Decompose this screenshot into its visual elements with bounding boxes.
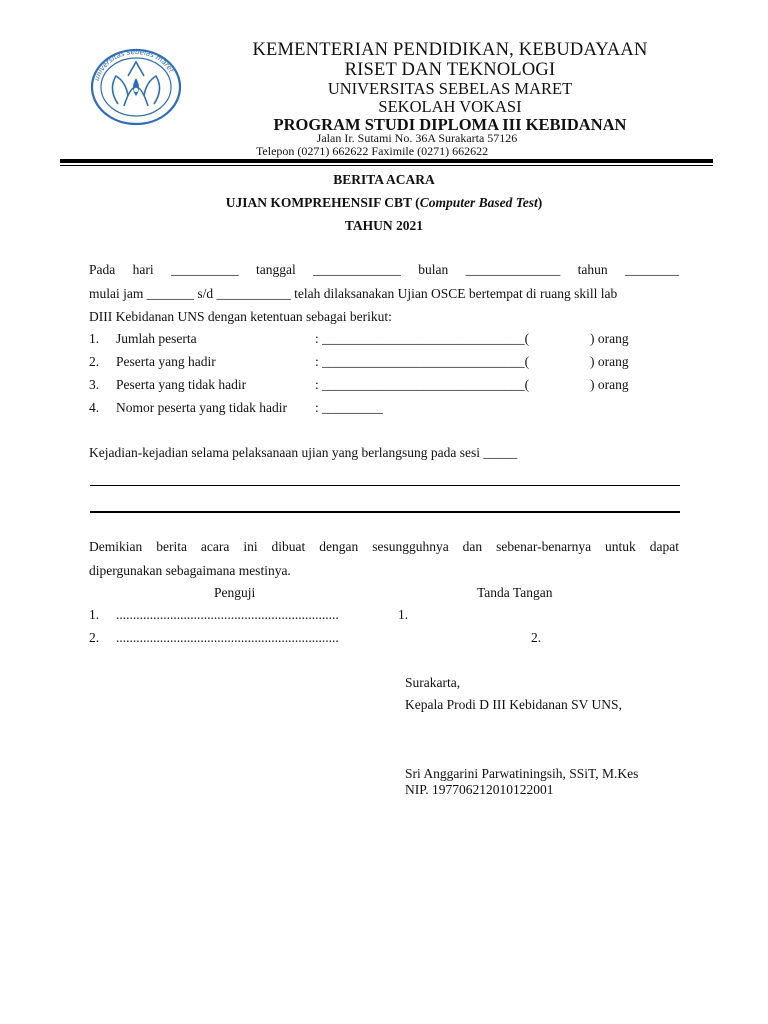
closing-line-1: Demikian berita acara ini dibuat dengan sesungguhnya dan sebenar-benarnya untuk dapat	[89, 539, 679, 554]
item-unit: ) orang	[590, 331, 629, 346]
signature-header: Tanda Tangan	[477, 585, 553, 600]
closing-line-2: dipergunakan sebagaimana mestinya.	[89, 563, 291, 578]
item-number: 2.	[89, 354, 100, 369]
doc-subtitle-prefix: UJIAN KOMPREHENSIF CBT (	[225, 195, 420, 210]
examiner-number: 1.	[89, 607, 100, 622]
item-label: Peserta yang tidak hadir	[116, 377, 247, 392]
signature-number: 2.	[531, 630, 542, 645]
ministry-line1: KEMENTERIAN PENDIDIKAN, KEBUDAYAAN	[252, 40, 648, 60]
item-number: 1.	[89, 331, 100, 346]
intro-word: tanggal	[255, 262, 296, 277]
examiner-header: Penguji	[214, 585, 256, 600]
intro-word: tahun	[577, 262, 608, 277]
blank-year: ________	[625, 262, 679, 277]
doc-subtitle-suffix: )	[537, 195, 543, 210]
examiner-number: 2.	[89, 630, 100, 645]
item-unit: ) orang	[590, 354, 629, 369]
program-name: PROGRAM STUDI DIPLOMA III KEBIDANAN	[273, 115, 627, 134]
doc-title: BERITA ACARA	[333, 172, 435, 187]
intro-line-1	[89, 262, 679, 278]
doc-subtitle-italic: Computer Based Test	[419, 195, 538, 210]
blank-date: _____________	[313, 262, 401, 277]
blank-day: __________	[171, 262, 239, 277]
doc-subtitle	[0, 195, 768, 211]
item-value-blank: : ______________________________(	[315, 331, 530, 346]
incident-blank-line-2	[90, 511, 680, 513]
examiner-name-blank: ..................................................................	[116, 630, 339, 645]
intro-word: bulan	[418, 262, 449, 277]
item-label: Nomor peserta yang tidak hadir	[116, 400, 287, 415]
item-value-blank: : ______________________________(	[315, 354, 530, 369]
item-value-blank: : _________	[315, 400, 383, 415]
item-label: Peserta yang hadir	[116, 354, 216, 369]
letterhead-divider-thick	[60, 159, 713, 163]
school-name: SEKOLAH VOKASI	[378, 97, 522, 116]
signature-number: 1.	[398, 607, 409, 622]
approver-nip: NIP. 197706212010122001	[405, 782, 554, 797]
approver-name: Sri Anggarini Parwatiningsih, SSiT, M.Kes	[405, 766, 639, 781]
address: Jalan Ir. Sutami No. 36A Surakarta 57126	[316, 131, 518, 145]
incidents-line: Kejadian-kejadian selama pelaksanaan ujian yang berlangsung pada sesi _____	[89, 445, 518, 460]
ministry-line2: RISET DAN TEKNOLOGI	[344, 60, 556, 80]
place-date: Surakarta,	[405, 675, 461, 690]
phone-fax: Telepon (0271) 662622 Faximile (0271) 662622	[255, 144, 489, 158]
university-name: UNIVERSITAS SEBELAS MARET	[327, 79, 573, 98]
blank-month: ______________	[465, 262, 561, 277]
letterhead-divider-thin	[60, 165, 713, 166]
svg-text:universitas sebelas maret: universitas sebelas maret	[92, 47, 176, 82]
intro-line-3: DIII Kebidanan UNS dengan ketentuan sebagai berikut:	[89, 309, 392, 324]
incident-blank-line-1	[90, 485, 680, 486]
doc-year: TAHUN 2021	[344, 218, 424, 233]
item-value-blank: : ______________________________(	[315, 377, 530, 392]
approver-position: Kepala Prodi D III Kebidanan SV UNS,	[405, 697, 622, 712]
examiner-name-blank: ..................................................................	[116, 607, 339, 622]
intro-line-2: mulai jam _______ s/d ___________ telah dilaksanakan Ujian OSCE bertempat di ruang skill lab	[89, 286, 618, 301]
intro-word: hari	[132, 262, 154, 277]
item-label: Jumlah peserta	[116, 331, 197, 346]
item-number: 4.	[89, 400, 100, 415]
item-unit: ) orang	[590, 377, 629, 392]
item-number: 3.	[89, 377, 100, 392]
intro-word: Pada	[89, 262, 116, 277]
